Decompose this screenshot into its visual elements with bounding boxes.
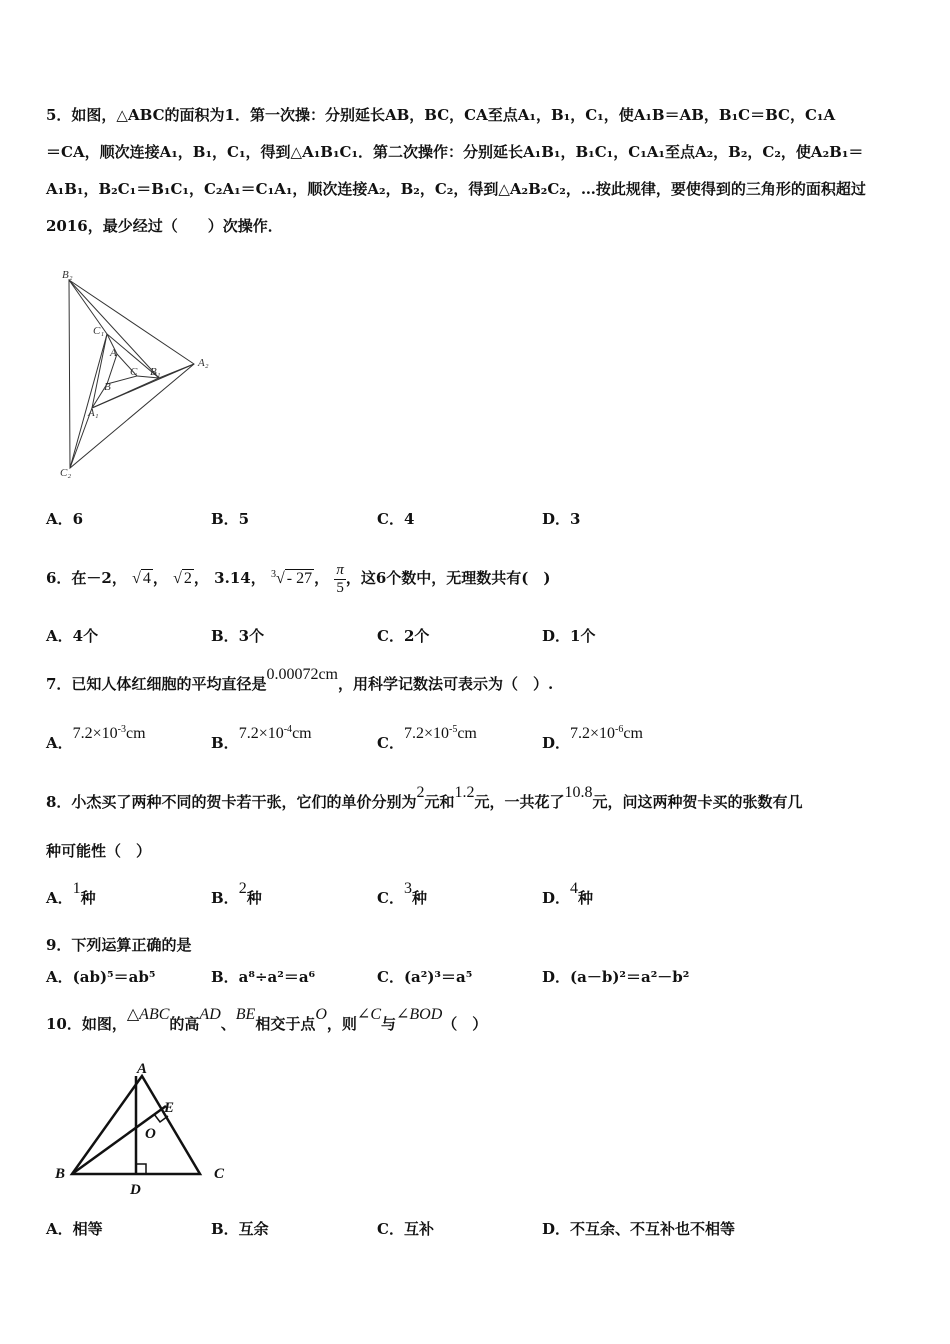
q8-option-b-unit: 种 xyxy=(246,889,262,907)
q10-t4: 相交于点 xyxy=(255,1015,316,1033)
q6-option-a[interactable]: A．4个 xyxy=(46,627,99,645)
q6-comma-1: ， xyxy=(152,569,168,587)
q8-option-a[interactable] xyxy=(46,880,96,908)
q5-option-a[interactable]: A．6 xyxy=(46,510,84,528)
q6-option-b[interactable]: B．3个 xyxy=(211,627,265,645)
q6-sqrt2-radicand: 2 xyxy=(183,570,192,587)
q7-option-d-base: 7.2×10 xyxy=(570,725,616,742)
q5-option-b[interactable]: B．5 xyxy=(211,510,250,528)
q7-option-c[interactable] xyxy=(377,724,477,753)
q6-cbrt: $^3$√ - 27 xyxy=(270,569,313,587)
q6-option-d[interactable]: D．1个 xyxy=(542,627,596,645)
q8-stem-line1 xyxy=(46,784,803,812)
q8-t2: 元和 xyxy=(424,793,455,811)
fig10-label-c: C xyxy=(214,1166,225,1182)
q10-m6: ∠BOD xyxy=(396,1006,443,1023)
q7-option-c-exp: -5 xyxy=(448,724,458,735)
q9-option-b[interactable]: B．a⁸÷a²＝a⁶ xyxy=(211,968,316,986)
fig5-label-b: B xyxy=(104,381,111,393)
q10-t5: ，则 xyxy=(326,1015,357,1033)
fig10-label-o: O xyxy=(145,1126,156,1142)
q8-option-b[interactable] xyxy=(211,880,262,908)
q10-m5: ∠C xyxy=(356,1006,381,1023)
q5-option-d[interactable]: D．3 xyxy=(542,510,581,528)
q10-m4: O xyxy=(315,1006,327,1023)
q6-suffix: ，这6个数中，无理数共有( ) xyxy=(345,569,551,587)
q8-option-c[interactable] xyxy=(377,880,427,908)
q10-t3: 、 xyxy=(220,1015,236,1033)
q7-option-c-base: 7.2×10 xyxy=(403,725,449,742)
q7-option-d[interactable] xyxy=(542,724,643,753)
q6-stem xyxy=(46,562,550,596)
q8-option-b-num: 2 xyxy=(238,880,247,897)
q10-triangle-figure xyxy=(50,1058,240,1198)
q8-option-a-num: 1 xyxy=(72,880,81,897)
q6-sqrt4: √ 4 xyxy=(132,570,151,587)
q10-stem xyxy=(46,1006,488,1034)
fig10-label-e: E xyxy=(164,1100,175,1116)
q6-comma-3: ， xyxy=(314,569,330,587)
q6-mid: 3.14， xyxy=(214,569,266,587)
q6-comma-2: ， xyxy=(193,569,209,587)
q7-option-b-exp: -4 xyxy=(283,724,293,735)
q8-option-c-unit: 种 xyxy=(411,889,427,907)
q7-option-b-letter: B． xyxy=(211,734,239,752)
q8-option-d[interactable] xyxy=(542,880,594,908)
fig5-label-a: A xyxy=(110,347,117,359)
q8-option-d-num: 4 xyxy=(570,880,579,897)
q7-option-d-exp: -6 xyxy=(615,724,624,735)
q8-t3: 元，一共花了 xyxy=(474,793,565,811)
q7-value: 0.00072cm xyxy=(266,666,338,683)
q5-stem-line2: ＝CA，顺次连接A₁，B₁，C₁，得到△A₁B₁C₁．第二次操作：分别延长A₁B₁，B₁C₁，C₁A₁至点A₂，B₂，C₂，使A₂B₁＝ xyxy=(46,143,864,161)
q7-option-a-letter: A． xyxy=(46,734,73,752)
q5-stem-line4: 2016，最少经过（ ）次操作． xyxy=(46,217,283,235)
q6-cbrt-radicand: - 27 xyxy=(286,570,313,587)
fig5-label-b1: B₁ xyxy=(150,366,161,378)
q7-option-a-exp: -3 xyxy=(117,724,127,735)
q10-option-c[interactable]: C．互补 xyxy=(377,1220,434,1238)
q10-m3: BE xyxy=(235,1006,256,1023)
q7-option-b-unit: cm xyxy=(292,725,312,742)
q8-option-c-letter: C． xyxy=(377,889,404,907)
q8-option-d-letter: D． xyxy=(542,889,571,907)
q10-option-a[interactable]: A．相等 xyxy=(46,1220,103,1238)
q8-stem-line2: 种可能性（ ） xyxy=(46,842,152,860)
fig5-label-c: C xyxy=(130,366,138,378)
q7-option-a-unit: cm xyxy=(126,725,146,742)
q7-option-a-base: 7.2×10 xyxy=(72,725,118,742)
q8-v2: 1.2 xyxy=(454,784,475,801)
q5-triangle-figure xyxy=(52,262,222,482)
fig5-label-c1: C₁ xyxy=(93,325,105,337)
q5-option-c[interactable]: C．4 xyxy=(377,510,415,528)
q10-m2: AD xyxy=(199,1006,221,1023)
q7-option-b[interactable] xyxy=(211,724,312,753)
q9-option-d[interactable]: D．(a－b)²＝a²－b² xyxy=(542,968,690,986)
q8-option-b-letter: B． xyxy=(211,889,239,907)
q7-stem xyxy=(46,666,554,694)
q7-prefix: 7．已知人体红细胞的平均直径是 xyxy=(46,675,267,693)
q9-stem: 9．下列运算正确的是 xyxy=(46,936,192,954)
q6-sqrt4-radicand: 4 xyxy=(142,570,151,587)
q8-option-c-num: 3 xyxy=(403,880,412,897)
q8-option-a-letter: A． xyxy=(46,889,73,907)
q7-option-c-unit: cm xyxy=(457,725,477,742)
q8-v1: 2 xyxy=(416,784,425,801)
q7-option-d-letter: D． xyxy=(542,734,571,752)
q8-t1: 8．小杰买了两种不同的贺卡若干张，它们的单价分别为 xyxy=(46,793,417,811)
q6-frac-den: 5 xyxy=(334,579,346,597)
q10-m1: △ABC xyxy=(126,1006,170,1023)
q5-stem-line1: 5．如图，△ABC的面积为1．第一次操：分别延长AB，BC，CA至点A₁，B₁，C₁，使A₁B＝AB，B₁C＝BC，C₁A xyxy=(46,106,836,124)
q7-option-c-letter: C． xyxy=(377,734,404,752)
q10-t6: 与 xyxy=(380,1015,396,1033)
q10-t2: 的高 xyxy=(169,1015,200,1033)
q6-sqrt2: √ 2 xyxy=(173,570,192,587)
q9-option-a[interactable]: A．(ab)⁵＝ab⁵ xyxy=(46,968,156,986)
q6-cbrt-index: 3 xyxy=(270,569,276,580)
q7-option-a[interactable] xyxy=(46,724,146,753)
fig10-label-b: B xyxy=(55,1166,66,1182)
q8-option-d-unit: 种 xyxy=(578,889,594,907)
q8-t4: 元，问这两种贺卡买的张数有几 xyxy=(592,793,803,811)
q6-prefix: 6．在－2， xyxy=(46,569,127,587)
fig5-label-a2: A₂ xyxy=(198,357,209,369)
fig5-label-c2: C₂ xyxy=(60,467,72,479)
q7-option-b-base: 7.2×10 xyxy=(238,725,284,742)
q9-option-c[interactable]: C．(a²)³＝a⁵ xyxy=(377,968,473,986)
q10-t7: （ ） xyxy=(442,1015,488,1033)
q7-suffix: ，用科学记数法可表示为（ ）. xyxy=(338,675,554,693)
q8-v3: 10.8 xyxy=(564,784,593,801)
q10-option-d[interactable]: D．不互余、不互补也不相等 xyxy=(542,1220,736,1238)
q10-option-b[interactable]: B．互余 xyxy=(211,1220,269,1238)
q6-fraction xyxy=(334,562,346,596)
q5-stem-line3: A₁B₁，B₂C₁＝B₁C₁，C₂A₁＝C₁A₁，顺次连接A₂，B₂，C₂，得到△A₂B₂C₂，…按此规律，要使得到的三角形的面积超过 xyxy=(46,180,866,198)
q10-t1: 10．如图， xyxy=(46,1015,127,1033)
fig5-label-a1: A₁ xyxy=(88,407,99,419)
fig10-label-d: D xyxy=(130,1182,141,1198)
q7-option-d-unit: cm xyxy=(623,725,643,742)
fig5-label-b2: B₂ xyxy=(62,269,73,281)
fig10-label-a: A xyxy=(137,1061,148,1077)
q6-frac-num: π xyxy=(336,562,344,578)
q6-option-c[interactable]: C．2个 xyxy=(377,627,430,645)
q8-option-a-unit: 种 xyxy=(80,889,96,907)
